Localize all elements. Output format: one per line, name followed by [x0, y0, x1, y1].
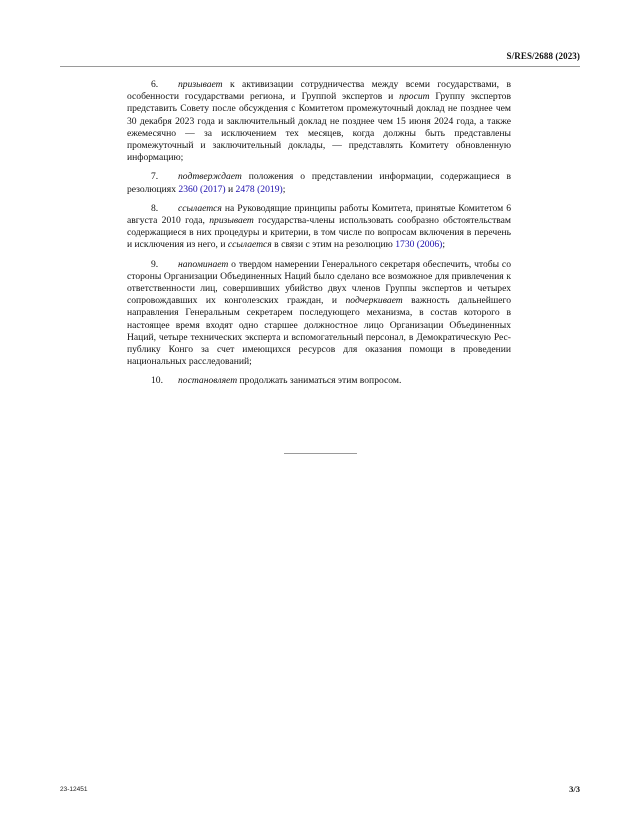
operative-verb: постановляет: [178, 375, 238, 387]
operative-paragraph: [127, 203, 511, 252]
operative-paragraph: [127, 79, 511, 164]
paragraph-number: 8.: [151, 202, 159, 214]
operative-verb: призывает: [178, 79, 223, 90]
paragraph-text: Группу экспертов представить Совету после обсуждения с Комитетом промежуточный доклад не позднее чем 30 декабря 2023 года и заключительный доклад не позднее чем 15 июня 2024 года, а также ежемесячно — за исключением тех месяцев, когда должны быть представлены промежуточный и заключительный доклады, — представлять Комитету обновленную информацию;: [127, 91, 511, 164]
operative-verb: ссылается: [227, 239, 272, 251]
operative-verb: просит: [399, 91, 430, 103]
operative-paragraph: [127, 259, 511, 369]
resolution-link[interactable]: 1730 (2006): [395, 239, 443, 251]
operative-verb: подчеркивает: [345, 295, 403, 307]
paragraph-text: и: [225, 183, 236, 195]
page-number: 3/3: [569, 784, 580, 794]
paragraph-text: в связи с этим на резолюцию: [271, 239, 396, 251]
document-number: 23-12451: [60, 786, 88, 793]
paragraph-text: о твердом намерении Генерального секретаря обеспечить, чтобы со стороны Организации Объединенных Наций было сделано все возможное для привлечения к ответственности лиц, совершивших убийство двух членов Группы экспертов и четырех сопровождавших их конголезских граждан, и: [127, 258, 511, 307]
paragraph-number: 9.: [151, 258, 159, 270]
paragraph-text: государства-члены использовать сообразно обстоятельствам содержащиеся в них процедуры и критерии, в том числе по вопросам включения в перечень и исключения из него, и: [127, 215, 511, 251]
end-divider: [284, 453, 357, 454]
paragraph-number: 6.: [151, 79, 159, 90]
paragraph-text: ;: [282, 183, 286, 195]
header-divider: [60, 66, 580, 67]
resolution-link[interactable]: 2478 (2019): [235, 183, 283, 195]
paragraph-text: к активизации сотрудничества между всеми государствами, в особенности государствами региона, и Группой экспертов и: [127, 79, 511, 103]
paragraph-text: положения о представлении информации, содержащиеся в резолюциях: [127, 171, 511, 195]
paragraph-number: 10.: [151, 375, 163, 387]
operative-verb: призывает: [209, 215, 254, 227]
document-symbol: S/RES/2688 (2023): [506, 51, 580, 61]
resolution-body: [127, 79, 511, 395]
paragraph-number: 7.: [151, 171, 159, 183]
paragraph-text: продолжать заниматься этим вопросом.: [237, 375, 402, 387]
paragraph-text: важность дальнейшего направления Генеральным секретарем последующего механизма, в состав которого в настоящее время входят одно старшее должностное лицо Организации Объединенных Наций, четыре технических эксперта и вспомогательный персонал, в Демократическую Республику Конго за счет имеющихся ресурсов для оказания помощи в проведении национальных расследований;: [127, 295, 511, 368]
operative-verb: ссылается: [178, 202, 222, 214]
operative-verb: напоминает: [178, 258, 229, 270]
paragraph-text: ;: [442, 239, 446, 251]
operative-verb: подтверждает: [178, 171, 242, 183]
operative-paragraph: [127, 171, 511, 195]
operative-paragraph: [127, 375, 511, 387]
resolution-link[interactable]: 2360 (2017): [178, 183, 226, 195]
paragraph-text: на Руководящие принципы работы Комитета, принятые Комитетом 6 августа 2010 года,: [127, 202, 511, 227]
